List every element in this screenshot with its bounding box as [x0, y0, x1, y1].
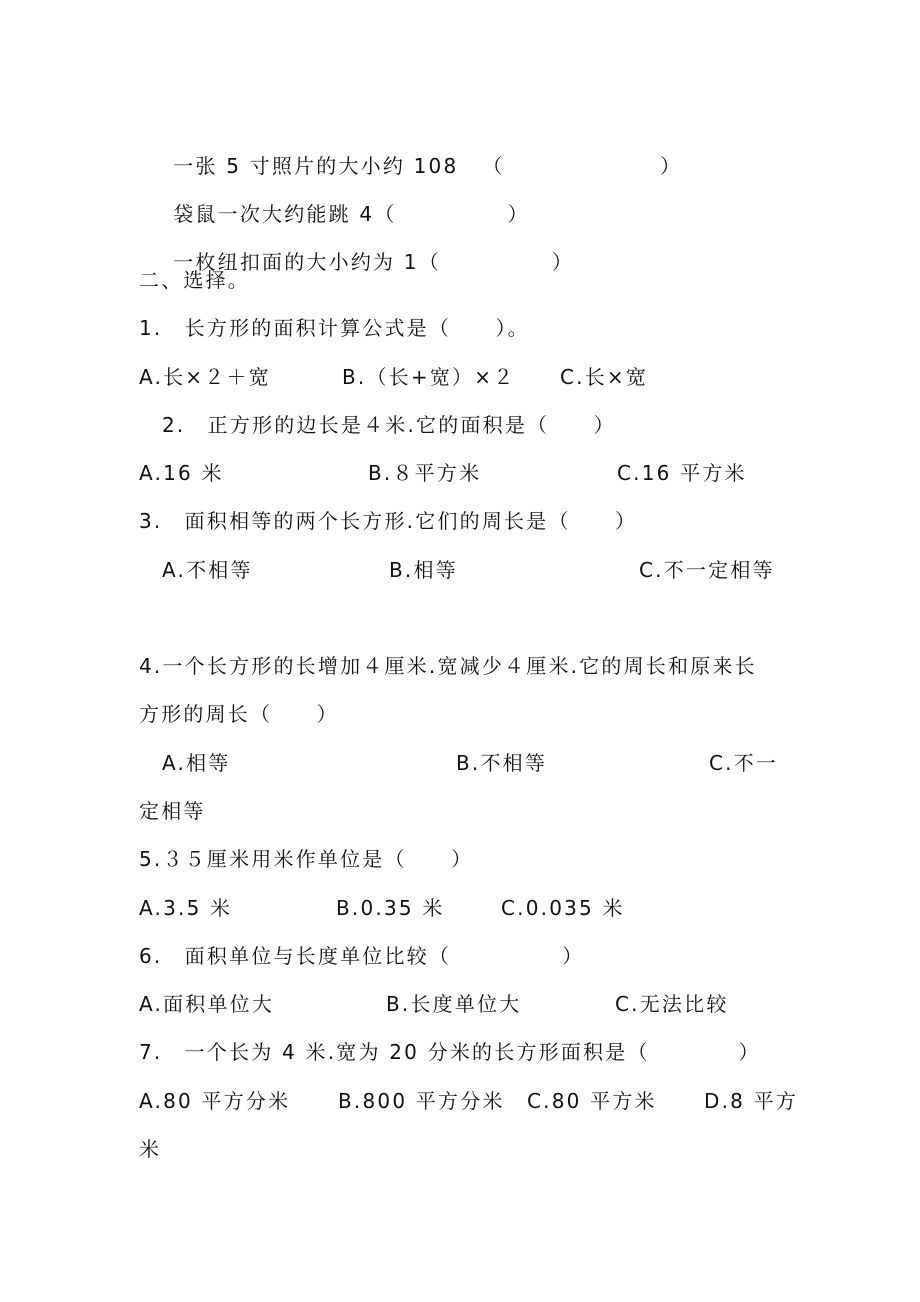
question-5-option-b[interactable]: B.0.35 米	[336, 896, 445, 920]
question-5-option-c[interactable]: C.0.035 米	[501, 896, 625, 920]
question-5-option-a[interactable]: A.3.5 米	[139, 896, 233, 920]
question-1-option-c[interactable]: C.长×宽	[560, 365, 649, 389]
question-5-stem: 5.３５厘米用米作单位是（ ）	[139, 847, 474, 871]
question-4-option-b[interactable]: B.不相等	[456, 751, 548, 775]
question-2-stem: 2. 正方形的边长是４米.它的面积是（ ）	[162, 413, 616, 437]
question-4-option-c[interactable]: C.不一	[709, 751, 779, 775]
question-1-stem: 1. 长方形的面积计算公式是（ ）。	[139, 316, 530, 340]
question-1-option-b[interactable]: B.（长+宽）×２	[342, 365, 516, 389]
fill-in-blank[interactable]: （ ）	[482, 154, 683, 178]
question-6-stem: 6. 面积单位与长度单位比较（ ）	[139, 944, 585, 968]
fill-in-item-1	[139, 121, 683, 178]
section-title: 二、选择。	[139, 268, 250, 292]
question-3-option-a[interactable]: A.不相等	[162, 558, 253, 582]
fill-in-item-3	[139, 217, 575, 274]
question-6-option-a[interactable]: A.面积单位大	[139, 992, 275, 1016]
question-4-stem-line-2: 方形的周长（ ）	[139, 702, 339, 726]
question-3-option-c[interactable]: C.不一定相等	[639, 558, 775, 582]
question-2-option-c[interactable]: C.16 平方米	[617, 461, 747, 485]
question-7-option-a[interactable]: A.80 平方分米	[139, 1089, 291, 1113]
fill-in-text: 一枚纽扣面的大小约为 1	[173, 250, 419, 274]
question-7-option-c[interactable]: C.80 平方米	[527, 1089, 657, 1113]
question-6-option-b[interactable]: B.长度单位大	[386, 992, 522, 1016]
question-2-option-a[interactable]: A.16 米	[139, 461, 224, 485]
question-2-option-b[interactable]: B.８平方米	[368, 461, 482, 485]
question-7-option-continuation: 米	[139, 1137, 162, 1161]
fill-in-text: 袋鼠一次大约能跳 4	[173, 202, 375, 226]
fill-in-text: 一张 5 寸照片的大小约 108	[173, 154, 459, 178]
question-4-option-continuation: 定相等	[139, 799, 206, 823]
fill-in-item-2	[139, 169, 530, 226]
question-1-option-a[interactable]: A.长×２＋宽	[139, 365, 271, 389]
fill-in-blank[interactable]: （ ）	[374, 202, 530, 226]
question-7-option-d[interactable]: D.8 平方	[704, 1089, 799, 1113]
question-3-option-b[interactable]: B.相等	[389, 558, 458, 582]
question-6-option-c[interactable]: C.无法比较	[615, 992, 729, 1016]
question-7-stem: 7. 一个长为 4 米.宽为 20 分米的长方形面积是（ ）	[139, 1040, 761, 1064]
fill-in-blank[interactable]: （ ）	[418, 250, 575, 274]
question-4-option-a[interactable]: A.相等	[162, 751, 231, 775]
question-3-stem: 3. 面积相等的两个长方形.它们的周长是（ ）	[139, 509, 638, 533]
question-7-option-b[interactable]: B.800 平方分米	[338, 1089, 505, 1113]
question-4-stem-line-1: 4.一个长方形的长增加４厘米.宽减少４厘米.它的周长和原来长	[139, 654, 757, 678]
